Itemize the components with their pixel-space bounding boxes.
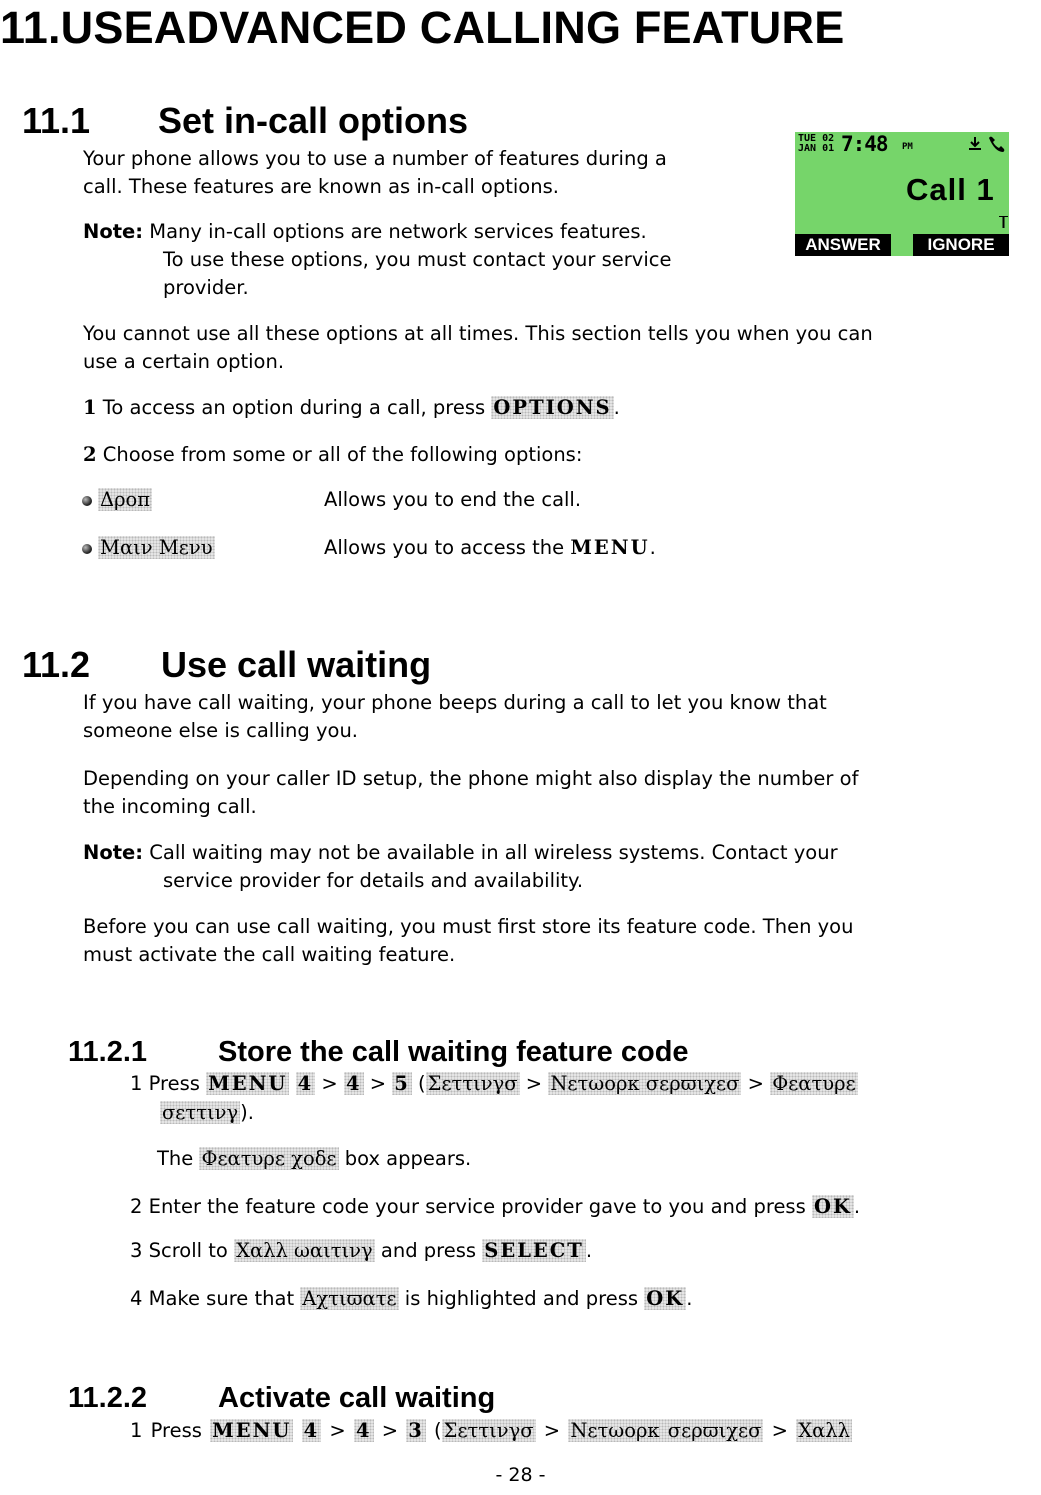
ok-key: OK	[813, 1195, 852, 1218]
bullet-icon	[82, 544, 92, 554]
ok-key: OK	[646, 1287, 685, 1310]
option-item	[82, 486, 152, 514]
subsection-number: 11.2.1	[68, 1036, 148, 1068]
step: 1 Press MENU 4 > 4 > 3 ( Σεττινγσ > Νετωορκ σερϖιχεσ > Χαλλ	[130, 1419, 850, 1442]
text-line: use a certain option.	[83, 350, 285, 373]
menu-path-item: Νετωορκ σερϖιχεσ	[550, 1072, 740, 1095]
note-label: Note:	[83, 220, 144, 243]
paragraph	[83, 689, 827, 745]
option-label: Δροπ	[100, 488, 151, 511]
digit-key: 4	[297, 1072, 314, 1095]
menu-path-item: Χαλλ	[798, 1419, 850, 1442]
section-number: 11.2	[22, 644, 91, 685]
menu-key: MENU	[212, 1419, 292, 1442]
menu-path-item: Σεττινγσ	[427, 1072, 518, 1095]
step	[83, 394, 620, 422]
step-number: 1	[130, 1419, 143, 1442]
step-note: The Φεατυρε χοδε box appears.	[157, 1147, 472, 1170]
ignore-softkey: IGNORE	[913, 234, 1009, 256]
option-label: Μαιν Μενυ	[100, 536, 213, 559]
section-title: Set in-call options	[158, 100, 469, 141]
text-line: Your phone allows you to use a number of features during a	[83, 147, 667, 170]
options-key: OPTIONS	[493, 396, 612, 419]
menu-path-item: Νετωορκ σερϖιχεσ	[570, 1419, 762, 1442]
section-title: Use call waiting	[161, 644, 432, 685]
phone-date: TUE 02 JAN 01	[798, 133, 835, 154]
note-text: Call waiting may not be available in all wireless systems. Contact your	[143, 841, 838, 864]
phone-time: 7:48	[841, 132, 888, 156]
step-number: 1	[83, 396, 97, 419]
chapter-title: 11.USEADVANCED CALLING FEATURE	[0, 2, 845, 53]
step-text: Choose from some or all of the following options:	[96, 443, 583, 466]
note	[83, 839, 838, 895]
download-icon	[967, 136, 983, 156]
option-desc	[324, 534, 656, 562]
menu-key: MENU	[570, 536, 650, 559]
text-line: call. These features are known as in-call options.	[83, 175, 559, 198]
bullet-icon	[82, 496, 92, 506]
step: 2 Enter the feature code your service provider gave to you and press OK .	[130, 1195, 861, 1218]
step-number: 3	[130, 1239, 143, 1262]
note	[83, 218, 671, 302]
select-key: SELECT	[484, 1239, 584, 1262]
punct: .	[613, 396, 620, 419]
step-text: To access an option during a call, press	[96, 396, 492, 419]
step-number: 1	[130, 1072, 143, 1095]
step: 3 Scroll to Χαλλ ωαιτινγ and press SELECT .	[130, 1239, 593, 1262]
phone-ampm: PM	[902, 142, 913, 152]
note-text: Many in-call options are network services features.	[143, 220, 647, 243]
option-desc-text: Allows you to access the	[324, 536, 571, 559]
paragraph	[83, 320, 873, 376]
text-line: Before you can use call waiting, you must first store its feature code. Then you	[83, 915, 854, 938]
answer-softkey: ANSWER	[795, 234, 891, 256]
step-number: 2	[83, 443, 97, 466]
step	[83, 441, 582, 469]
subsection-heading-11-2-1	[68, 1036, 689, 1069]
paragraph	[83, 145, 667, 201]
punct: .	[649, 536, 656, 559]
menu-item-name: Αχτιϖατε	[302, 1287, 397, 1310]
step-continued: σεττινγ ).	[162, 1101, 254, 1124]
menu-key: MENU	[208, 1072, 288, 1095]
text-line: the incoming call.	[83, 795, 257, 818]
text-line: must activate the call waiting feature.	[83, 943, 456, 966]
text-line: Depending on your caller ID setup, the phone might also display the number of	[83, 767, 859, 790]
menu-path-item: σεττινγ	[162, 1101, 239, 1124]
option-desc: Allows you to end the call.	[324, 488, 582, 511]
text-line: If you have call waiting, your phone beeps during a call to let you know that	[83, 691, 827, 714]
subsection-title: Activate call waiting	[218, 1382, 496, 1414]
note-text: service provider for details and availability.	[163, 869, 584, 892]
text-line: someone else is calling you.	[83, 719, 358, 742]
subsection-heading-11-2-2	[68, 1382, 495, 1415]
paragraph	[83, 765, 858, 821]
phone-icon	[987, 135, 1007, 157]
note-text: To use these options, you must contact your service	[163, 248, 672, 271]
digit-key: 4	[303, 1419, 320, 1442]
note-text: provider.	[163, 276, 249, 299]
digit-key: 3	[408, 1419, 424, 1442]
menu-path-item: Φεατυρε	[772, 1072, 856, 1095]
digit-key: 5	[394, 1072, 410, 1095]
step: 4 Make sure that Αχτιϖατε is highlighted and press OK .	[130, 1287, 693, 1310]
menu-path-item: Σεττινγσ	[443, 1419, 534, 1442]
phone-caller: Call 1	[906, 172, 995, 207]
step-number: 4	[130, 1287, 143, 1310]
section-heading-11-2	[22, 644, 431, 686]
text-line: You cannot use all these options at all times. This section tells you when you can	[83, 322, 873, 345]
option-item	[82, 534, 215, 562]
digit-key: 4	[345, 1072, 362, 1095]
phone-screen-image	[795, 132, 1009, 256]
section-heading-11-1	[22, 100, 468, 142]
menu-item-name: Χαλλ ωαιτινγ	[236, 1239, 373, 1262]
step-number: 2	[130, 1195, 143, 1218]
feature-code-box-name: Φεατυρε χοδε	[201, 1147, 337, 1170]
paragraph	[83, 913, 853, 969]
note-label: Note:	[83, 841, 144, 864]
digit-key: 4	[355, 1419, 372, 1442]
step: 1 Press MENU 4 > 4 > 5 ( Σεττινγσ > Νετωορκ σερϖιχεσ > Φεατυρε	[130, 1072, 856, 1095]
section-number: 11.1	[22, 100, 91, 141]
page-number: - 28 -	[495, 1464, 546, 1486]
subsection-title: Store the call waiting feature code	[218, 1036, 689, 1068]
subsection-number: 11.2.2	[68, 1382, 148, 1414]
antenna-icon	[999, 216, 1008, 231]
